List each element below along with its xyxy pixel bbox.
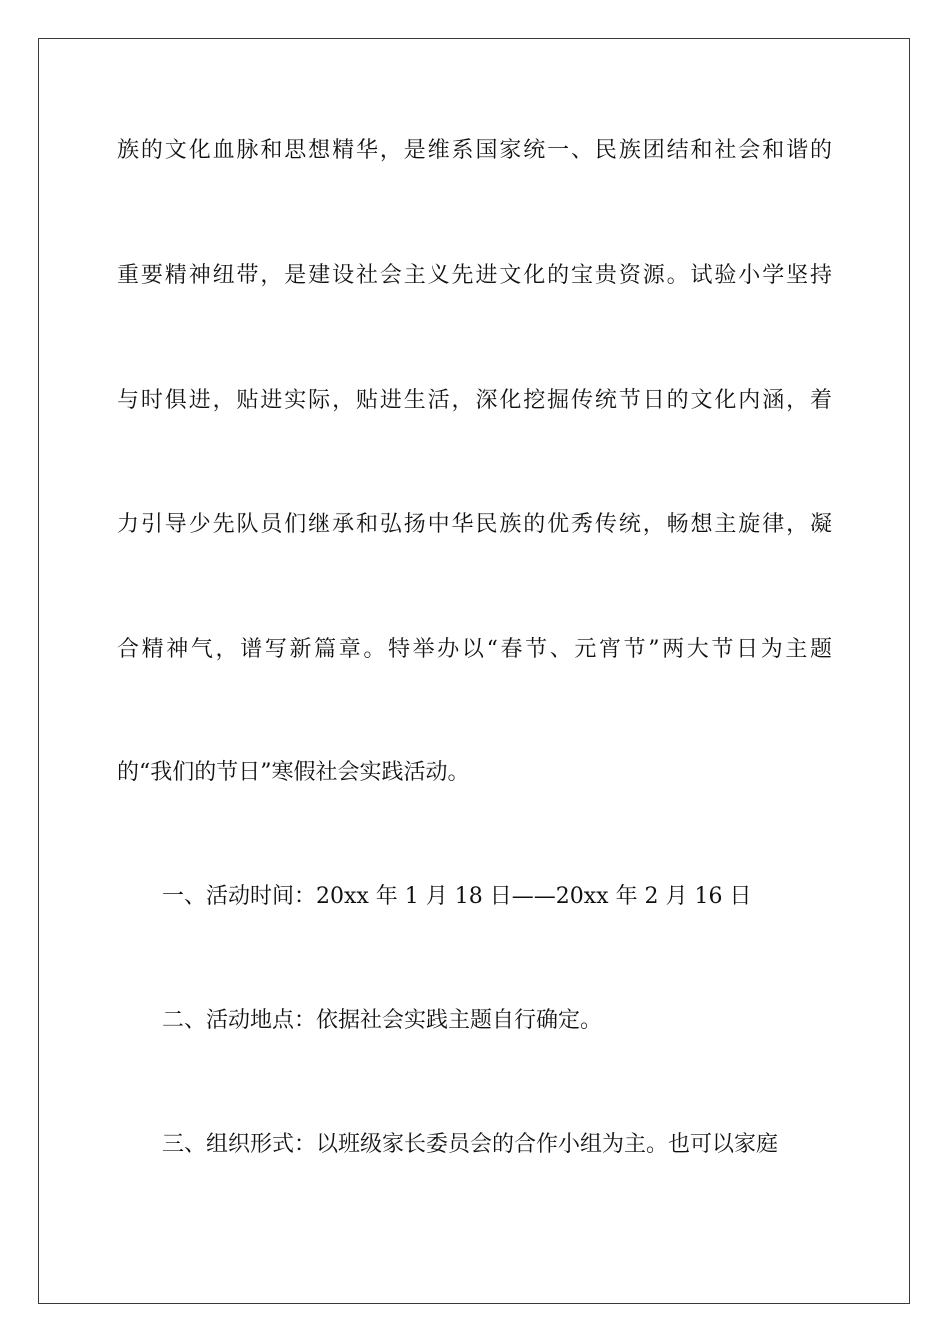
- paragraph-line: 族的文化血脉和思想精华，是维系国家统一、民族团结和社会和谐的: [117, 138, 832, 163]
- organization-form-item: 三、组织形式：以班级家长委员会的合作小组为主。也可以家庭: [162, 1132, 779, 1157]
- paragraph-line: 力引导少先队员们继承和弘扬中华民族的优秀传统，畅想主旋律，凝: [117, 512, 832, 537]
- paragraph-line: 重要精神纽带，是建设社会主义先进文化的宝贵资源。试验小学坚持: [117, 263, 832, 288]
- paragraph-line: 合精神气，谱写新篇章。特举办以“春节、元宵节”两大节日为主题: [117, 637, 832, 662]
- paragraph-line: 与时俱进，贴进实际，贴进生活，深化挖掘传统节日的文化内涵，着: [117, 388, 832, 413]
- activity-time-item: 一、活动时间：20xx 年 1 月 18 日——20xx 年 2 月 16 日: [162, 884, 752, 909]
- paragraph-line: 的“我们的节日”寒假社会实践活动。: [117, 760, 470, 785]
- page-frame: [38, 38, 910, 1304]
- activity-location-item: 二、活动地点：依据社会实践主题自行确定。: [162, 1008, 603, 1033]
